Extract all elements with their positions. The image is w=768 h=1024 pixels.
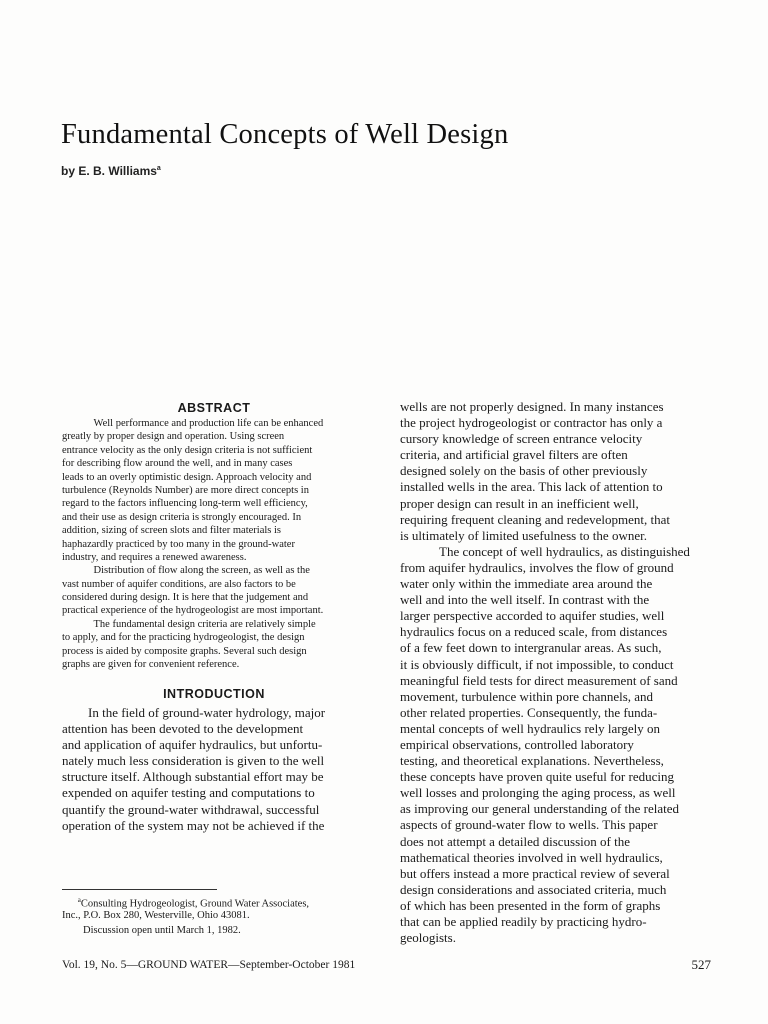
text-line: greatly by proper design and operation. Using screen xyxy=(62,431,285,443)
text-line: entrance velocity as the only design criteria is not sufficient xyxy=(62,444,313,456)
text-line: well and into the well itself. In contrast with the xyxy=(400,592,650,608)
text-line: leads to an overly optimistic design. Approach velocity and xyxy=(62,471,312,483)
text-line: and their use as design criteria is strongly encouraged. In xyxy=(62,511,302,523)
journal-citation: Vol. 19, No. 5—GROUND WATER—September-October 1981 xyxy=(62,959,356,971)
text-line: well losses and prolonging the aging process, as well xyxy=(400,785,676,801)
text-line: the project hydrogeologist or contractor has only a xyxy=(400,415,663,431)
footnote-marker: a xyxy=(77,896,81,904)
text-line: does not attempt a detailed discussion of the xyxy=(400,833,630,849)
text-line: but offers instead a more practical review of several xyxy=(400,865,670,881)
author-byline xyxy=(61,164,161,178)
text-line: as improving our general understanding of the related xyxy=(400,801,680,817)
text-line: and application of aquifer hydraulics, but unfortu- xyxy=(62,737,323,753)
text-line: attention has been devoted to the development xyxy=(62,721,304,737)
text-line: regard to the factors influencing long-term well efficiency, xyxy=(62,498,308,510)
text-line: these concepts have proven quite useful for reducing xyxy=(400,769,674,785)
text-line: expended on aquifer testing and computations to xyxy=(62,785,315,801)
text-line: mental concepts of well hydraulics rely largely on xyxy=(400,720,661,736)
text-line: geologists. xyxy=(400,930,456,946)
text-line: aspects of ground-water flow to wells. This paper xyxy=(400,817,658,833)
text-line: In the field of ground-water hydrology, major xyxy=(62,705,326,720)
text-line: considered during design. It is here that the judgement and xyxy=(62,592,309,604)
text-line: industry, and requires a renewed awareness. xyxy=(62,551,247,563)
text-line: installed wells in the area. This lack of attention to xyxy=(400,479,663,495)
text-line: wells are not properly designed. In many instances xyxy=(400,399,664,414)
page-number: 527 xyxy=(691,957,711,972)
footnote-line: $^a$Consulting Hydrogeologist, Ground Water Associates, xyxy=(77,896,310,910)
introduction-heading: INTRODUCTION xyxy=(163,687,265,701)
text-line: from aquifer hydraulics, involves the flow of ground xyxy=(400,559,674,575)
text-line: haphazardly practiced by too many in the ground-water xyxy=(62,538,295,550)
text-line: quantify the ground-water withdrawal, successful xyxy=(62,801,320,817)
text-line: to apply, and for the practicing hydrogeologist, the design xyxy=(62,632,305,644)
text-line: of a few feet down to intergranular areas. As such, xyxy=(400,640,662,656)
introduction-text xyxy=(62,705,384,834)
text-line: for describing flow around the well, and in many cases xyxy=(62,458,293,470)
text-line: practical experience of the hydrogeologist are most important. xyxy=(62,605,324,617)
text-line: design considerations and associated criteria, much xyxy=(400,881,667,897)
footnote-divider xyxy=(62,889,217,890)
text-line: movement, turbulence within pore channels, and xyxy=(400,688,654,704)
text-line: is ultimately of limited usefulness to the owner. xyxy=(400,527,647,543)
text-line: The fundamental design criteria are relatively simple xyxy=(62,618,316,630)
abstract-text xyxy=(62,417,384,671)
text-line: turbulence (Reynolds Number) are more direct concepts in xyxy=(62,484,309,496)
text-line: testing, and theoretical explanations. Nevertheless, xyxy=(400,753,664,769)
author-footnote-marker: a xyxy=(156,165,161,172)
text-line: of which has been presented in the form of graphs xyxy=(400,897,661,913)
text-line: cursory knowledge of screen entrance velocity xyxy=(400,431,643,447)
text-line: it is obviously difficult, if not impossible, to conduct xyxy=(400,656,674,672)
text-line: graphs are given for convenient reference. xyxy=(62,659,240,671)
text-line: Distribution of flow along the screen, as well as the xyxy=(62,565,310,577)
text-line: proper design can result in an inefficient well, xyxy=(400,495,639,511)
text-line: that can be applied readily by practicing hydro- xyxy=(400,914,647,929)
author-name: by E. B. Williams xyxy=(61,164,157,178)
text-line: requiring frequent cleaning and redevelopment, that xyxy=(400,511,671,527)
right-column-text xyxy=(400,399,730,946)
abstract-heading: ABSTRACT xyxy=(177,401,251,415)
text-line: vast number of aquifer conditions, are also factors to be xyxy=(62,578,296,590)
text-line: operation of the system may not be achieved if the xyxy=(62,817,325,833)
text-line: empirical observations, controlled laboratory xyxy=(400,736,634,752)
text-line: larger perspective accorded to aquifer studies, well xyxy=(400,608,665,624)
text-line: designed solely on the basis of other previously xyxy=(400,463,648,479)
footnote xyxy=(62,893,392,938)
text-line: other related properties. Consequently, the funda- xyxy=(400,704,658,720)
text-line: process is aided by composite graphs. Several such design xyxy=(62,645,307,657)
text-line: addition, sizing of screen slots and filter materials is xyxy=(62,525,281,537)
text-line: hydraulics focus on a reduced scale, from distances xyxy=(400,624,668,640)
text-line: The concept of well hydraulics, as distinguished xyxy=(400,543,690,559)
footnote-line: Discussion open until March 1, 1982. xyxy=(83,925,241,936)
text-line: mathematical theories involved in well hydraulics, xyxy=(400,849,663,865)
text-line: meaningful field tests for direct measurement of sand xyxy=(400,672,678,688)
footnote-line: Inc., P.O. Box 280, Westerville, Ohio 43081. xyxy=(62,910,250,921)
text-line: criteria, and artificial gravel filters are often xyxy=(400,447,628,463)
text-line: structure itself. Although substantial effort may be xyxy=(62,769,324,785)
text-line: Well performance and production life can be enhanced xyxy=(62,418,324,429)
paper-title: Fundamental Concepts of Well Design xyxy=(61,119,509,151)
text-line: nately much less consideration is given to the well xyxy=(62,753,325,769)
text-line: water only within the immediate area around the xyxy=(400,576,653,592)
